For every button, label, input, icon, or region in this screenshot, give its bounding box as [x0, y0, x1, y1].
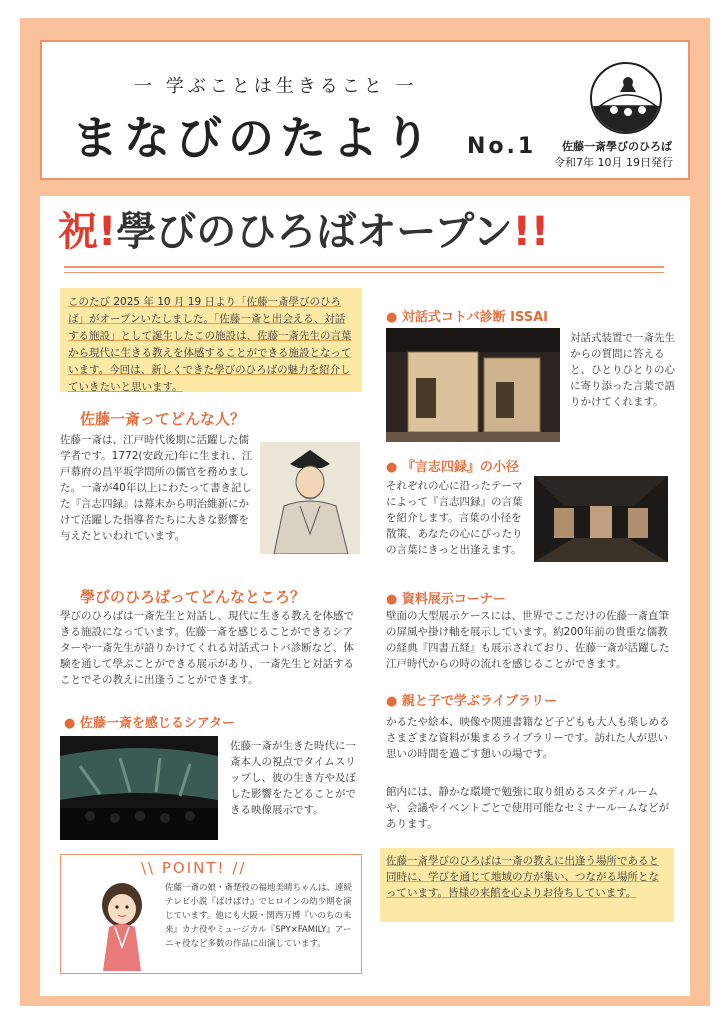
what-title: 學びのひろばってどんなところ？	[80, 588, 306, 606]
issai-title	[386, 306, 548, 325]
headline	[58, 200, 672, 270]
headline-prefix: 祝	[58, 209, 98, 255]
point-box	[60, 854, 362, 974]
point-title: \\ POINT! //	[141, 859, 247, 877]
masthead-panel	[40, 40, 690, 180]
masthead-title: まなびのたより	[72, 111, 436, 165]
library-title	[386, 690, 557, 709]
who-body: 佐藤一斎は、江戸時代後期に活躍した儒学者です。1772(安政元)年に生まれ、江戸幕府の昌平坂学問所の儒官を務めました。一斎が40年以上にわたって書き記した『言志四録』は幕末から明治維新にかけて活躍した指導者たちに大きな影響を与えたといわれています。	[60, 434, 253, 542]
theater-photo	[60, 736, 218, 840]
intro-text: このたび 2025 年 10 月 19 日より「佐藤一斎學びのひろば」がオープンいたしました。「佐藤一斎と出会える、対話する施設」として誕生したこの施設は、佐藤一斎先生の言葉から現代に生きる教えを体感することができる施設となっています。今回は、新しくできた學びのひろばの魅力を紹介していきたいと思います。	[68, 296, 352, 393]
issue-number: No.1	[467, 134, 537, 159]
exhibit-title	[386, 588, 506, 607]
closing-text: 佐藤一斎學びのひろばは一斎の教えに出逢う場所であると同時に、学びを通じて地域の方が集い、つながる場所となっています。皆様の来館を心よりお待ちしています。	[386, 855, 659, 899]
brand-name: 佐藤一斎學びのひろば	[562, 140, 672, 153]
issai-photo	[386, 328, 560, 442]
what-body: 學びのひろばは一斎先生と対話し、現代に生きる教えを体感できる施設になっています。佐藤一斎を感じることができるシアターや一斎先生が語りかけてくれる対話式コトバ診断など、体験を通して學ぶことができる展示があり、一斎先生と対話することでその教えに出逢うことができます。	[60, 610, 354, 686]
bullet-icon: ●	[386, 310, 398, 325]
path-body: それぞれの心に沿ったテーマによって『言志四録』の言葉を紹介します。言葉の小径を散策、あなたの心にぴったりの言葉にきっと出逢えます。	[386, 480, 523, 556]
exhibit-title-text: 資料展示コーナー	[401, 592, 506, 607]
headline-mark-1: !	[98, 209, 117, 255]
library-body-1: かるたや絵本、映像や関連書籍など子どもも大人も楽しめるさまざまな資料が集まるライブラリーです。訪れた人が思い思いの時間を過ごす憩いの場です。	[386, 716, 670, 760]
exhibit-body: 壁面の大型展示ケースには、世界でここだけの佐藤一斎直筆の屏風や掛け軸を展示しています。約200年前の貴重な儒教の経典『四書五経』も展示されており、佐藤一斎が活躍した江戸時代からの時の流れを感じることができます。	[386, 610, 670, 670]
tagline: 一 学ぶことは生きること 一	[134, 76, 418, 97]
headline-mark-2: !!	[512, 209, 550, 255]
bullet-icon: ●	[386, 694, 398, 709]
library-title-text: 親と子で学ぶライブラリー	[401, 694, 558, 709]
path-title-text: 『言志四録』の小径	[401, 460, 519, 475]
bullet-icon: ●	[386, 460, 398, 475]
point-body: 佐藤一斎の娘・斎楚役の福地美晴ちゃんは、連続テレビ小説『ばけばけ』でヒロインの幼少期を演じています。他にも大阪・関西万博『いのちの未来』カナ役やミュージカル『SPY×FAMILY』アーニャ役など多数の作品に出演しています。	[165, 883, 353, 949]
path-title	[386, 456, 519, 475]
path-photo	[534, 476, 668, 562]
headline-rule	[64, 266, 664, 268]
who-title: 佐藤一斎ってどんな人？	[80, 410, 246, 428]
theater-body: 佐藤一斎が生きた時代に一斎本人の視点でタイムスリップし、彼の生き方や及ぼした影響をたどることができる映像展示です。	[230, 740, 356, 816]
bullet-icon: ●	[386, 592, 398, 607]
actress-illustration	[87, 877, 157, 971]
logo-icon	[590, 62, 662, 134]
issue-date: 令和7年 10月 19日発行	[554, 156, 673, 169]
theater-title	[64, 712, 235, 731]
headline-rule-thin	[64, 272, 664, 273]
library-body-2: 館内には、静かな環境で勉強に取り組めるスタディルームや、会議やイベントごとで使用可能なセミナールームなどがあります。	[386, 786, 670, 830]
main-panel	[40, 196, 690, 996]
portrait-image	[260, 442, 360, 554]
headline-text: 學びのひろばオープン	[116, 209, 513, 255]
issai-body: 対話式装置で一斎先生からの質問に答えると、ひとりひとりの心に寄り添った言葉で語りかけてくれます。	[570, 332, 675, 408]
intro-box	[60, 288, 362, 392]
issai-title-text: 対話式コトバ診断 ISSAI	[401, 310, 549, 325]
closing-box	[380, 848, 674, 922]
theater-title-text: 佐藤一斎を感じるシアター	[79, 716, 235, 731]
bullet-icon: ●	[64, 716, 76, 731]
